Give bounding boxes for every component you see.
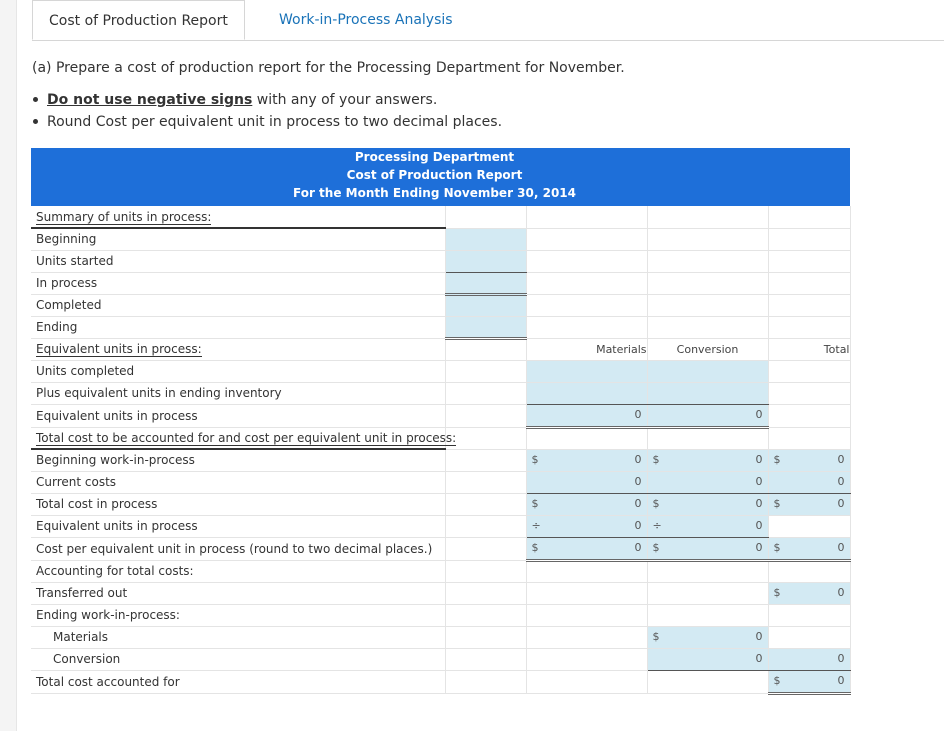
table-row <box>31 537 850 560</box>
table-row <box>31 316 850 338</box>
total-cost-conversion: $ 0 <box>647 493 768 515</box>
completed-units-input[interactable] <box>445 294 526 316</box>
tab-bar <box>32 0 944 41</box>
total-cost-total: $ 0 <box>768 493 850 515</box>
table-row <box>31 404 850 427</box>
report-period: For the Month Ending November 30, 2014 <box>293 186 576 200</box>
row-label: Ending <box>31 316 445 338</box>
row-label: Equivalent units in process <box>31 404 445 427</box>
col-conversion: Conversion <box>647 338 768 360</box>
table-row <box>31 449 850 471</box>
table-row <box>31 626 850 648</box>
row-label: Accounting for total costs: <box>31 560 445 582</box>
row-label: Ending work-in-process: <box>31 604 445 626</box>
report-title: Cost of Production Report <box>346 168 523 182</box>
row-label: Materials <box>31 626 445 648</box>
equiv-units-heading: Equivalent units in process: <box>31 338 445 360</box>
row-label: Equivalent units in process <box>31 515 445 537</box>
col-total: Total <box>768 338 850 360</box>
instruction-item <box>32 111 502 133</box>
row-label: Total cost in process <box>31 493 445 515</box>
report-department: Processing Department <box>354 150 515 164</box>
ending-units-input[interactable] <box>445 316 526 338</box>
row-label: Completed <box>31 294 445 316</box>
in-process-units-input[interactable] <box>445 272 526 294</box>
ending-conversion-total: 0 <box>768 648 850 670</box>
report-grid <box>31 206 851 695</box>
table-row <box>31 382 850 404</box>
table-row <box>31 471 850 493</box>
table-row <box>31 206 850 228</box>
table-row <box>31 670 850 693</box>
total-accounted-total: $ 0 <box>768 670 850 693</box>
row-label: Units started <box>31 250 445 272</box>
total-cost-materials: $ 0 <box>526 493 647 515</box>
current-costs-total: 0 <box>768 471 850 493</box>
table-row <box>31 515 850 537</box>
row-label: Beginning work-in-process <box>31 449 445 471</box>
instructions-intro: (a) Prepare a cost of production report for the Processing Department for November. <box>32 60 625 76</box>
table-row <box>31 604 850 626</box>
summary-heading: Summary of units in process: <box>31 206 445 228</box>
beg-wip-conversion: $ 0 <box>647 449 768 471</box>
ending-materials-conversion: $ 0 <box>647 626 768 648</box>
cost-per-unit-materials: $ 0 <box>526 537 647 560</box>
row-label: Transferred out <box>31 582 445 604</box>
instruction-emphasis: Do not use negative signs <box>47 92 253 108</box>
units-started-input[interactable] <box>445 250 526 272</box>
row-label: Cost per equivalent unit in process (round to two decimal places.) <box>31 537 445 560</box>
plus-equiv-conversion-input[interactable] <box>647 382 768 404</box>
row-label: Current costs <box>31 471 445 493</box>
instruction-item <box>32 89 502 111</box>
equiv-units-materials: 0 <box>526 404 647 427</box>
instruction-text: Round Cost per equivalent unit in process to two decimal places. <box>47 114 503 130</box>
beginning-units-input[interactable] <box>445 228 526 250</box>
table-row <box>31 338 850 360</box>
table-row <box>31 228 850 250</box>
row-label: Conversion <box>31 648 445 670</box>
col-materials: Materials <box>526 338 647 360</box>
equiv-units2-materials: ÷ 0 <box>526 515 647 537</box>
beg-wip-total: $ 0 <box>768 449 850 471</box>
table-row <box>31 648 850 670</box>
equiv-units2-conversion: ÷ 0 <box>647 515 768 537</box>
units-completed-conversion-input[interactable] <box>647 360 768 382</box>
row-label: Beginning <box>31 228 445 250</box>
cost-per-unit-total: $ 0 <box>768 537 850 560</box>
table-row <box>31 250 850 272</box>
report-header <box>31 148 850 206</box>
plus-equiv-materials-input[interactable] <box>526 382 647 404</box>
current-costs-conversion: 0 <box>647 471 768 493</box>
beg-wip-materials: $ 0 <box>526 449 647 471</box>
instructions-list <box>32 89 502 133</box>
table-row <box>31 582 850 604</box>
tab-cost-of-production-report[interactable]: Cost of Production Report <box>32 0 245 40</box>
cost-per-unit-conversion: $ 0 <box>647 537 768 560</box>
row-label: In process <box>31 272 445 294</box>
row-label: Plus equivalent units in ending inventory <box>31 382 445 404</box>
transferred-out-total: $ 0 <box>768 582 850 604</box>
instruction-text: with any of your answers. <box>252 92 438 108</box>
row-label: Units completed <box>31 360 445 382</box>
equiv-units-conversion: 0 <box>647 404 768 427</box>
row-label: Total cost accounted for <box>31 670 445 693</box>
table-row <box>31 427 850 449</box>
ending-conversion-conversion: 0 <box>647 648 768 670</box>
left-gutter <box>0 0 17 731</box>
table-row <box>31 493 850 515</box>
table-row <box>31 272 850 294</box>
table-row <box>31 560 850 582</box>
total-cost-heading: Total cost to be accounted for and cost per equivalent unit in process: <box>31 427 445 449</box>
tab-work-in-process-analysis[interactable]: Work-in-Process Analysis <box>279 12 453 28</box>
table-row <box>31 294 850 316</box>
table-row <box>31 360 850 382</box>
current-costs-materials: 0 <box>526 471 647 493</box>
units-completed-materials-input[interactable] <box>526 360 647 382</box>
